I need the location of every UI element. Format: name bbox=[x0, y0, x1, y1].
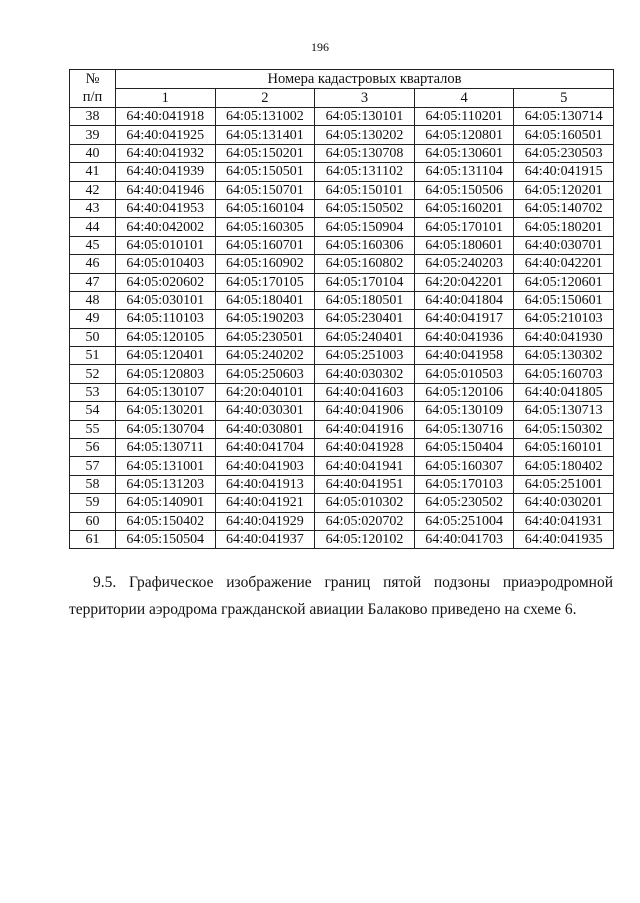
cadastral-number-cell: 64:05:251001 bbox=[514, 475, 614, 493]
cadastral-number-cell: 64:40:041906 bbox=[315, 402, 415, 420]
row-number: 48 bbox=[70, 291, 116, 309]
cadastral-number-cell: 64:40:041805 bbox=[514, 383, 614, 401]
cadastral-number-cell: 64:05:180402 bbox=[514, 457, 614, 475]
table-row bbox=[70, 457, 614, 475]
row-number: 40 bbox=[70, 144, 116, 162]
row-number: 52 bbox=[70, 365, 116, 383]
cadastral-number-cell: 64:05:170103 bbox=[414, 475, 514, 493]
cadastral-number-cell: 64:05:020602 bbox=[116, 273, 216, 291]
cadastral-number-cell: 64:40:041958 bbox=[414, 347, 514, 365]
column-header: 2 bbox=[215, 89, 315, 108]
cadastral-number-cell: 64:05:110103 bbox=[116, 310, 216, 328]
cadastral-number-cell: 64:40:030201 bbox=[514, 494, 614, 512]
cadastral-number-cell: 64:40:041928 bbox=[315, 439, 415, 457]
cadastral-number-cell: 64:05:130107 bbox=[116, 383, 216, 401]
table-row bbox=[70, 310, 614, 328]
table-row bbox=[70, 108, 614, 126]
row-number-header-top: № bbox=[70, 70, 116, 89]
cadastral-number-cell: 64:05:010503 bbox=[414, 365, 514, 383]
cadastral-number-cell: 64:40:030302 bbox=[315, 365, 415, 383]
cadastral-number-cell: 64:05:020702 bbox=[315, 512, 415, 530]
group-header: Номера кадастровых кварталов bbox=[116, 70, 614, 89]
row-number: 44 bbox=[70, 218, 116, 236]
cadastral-number-cell: 64:05:230501 bbox=[215, 328, 315, 346]
cadastral-number-cell: 64:05:010101 bbox=[116, 236, 216, 254]
cadastral-number-cell: 64:05:120401 bbox=[116, 347, 216, 365]
cadastral-number-cell: 64:05:131102 bbox=[315, 163, 415, 181]
cadastral-number-cell: 64:40:041703 bbox=[414, 530, 514, 548]
cadastral-number-cell: 64:05:251004 bbox=[414, 512, 514, 530]
page-number: 196 bbox=[311, 40, 329, 54]
cadastral-number-cell: 64:40:030301 bbox=[215, 402, 315, 420]
table-row bbox=[70, 383, 614, 401]
table-row bbox=[70, 199, 614, 217]
cadastral-number-cell: 64:05:180601 bbox=[414, 236, 514, 254]
cadastral-number-cell: 64:40:041937 bbox=[215, 530, 315, 548]
cadastral-number-cell: 64:05:150904 bbox=[315, 218, 415, 236]
cadastral-number-cell: 64:05:160201 bbox=[414, 199, 514, 217]
cadastral-number-cell: 64:20:042201 bbox=[414, 273, 514, 291]
cadastral-number-cell: 64:40:041951 bbox=[315, 475, 415, 493]
cadastral-number-cell: 64:05:160306 bbox=[315, 236, 415, 254]
cadastral-number-cell: 64:05:160703 bbox=[514, 365, 614, 383]
cadastral-number-cell: 64:40:041941 bbox=[315, 457, 415, 475]
cadastral-number-cell: 64:05:130109 bbox=[414, 402, 514, 420]
cadastral-number-cell: 64:40:041935 bbox=[514, 530, 614, 548]
table-row bbox=[70, 218, 614, 236]
cadastral-number-cell: 64:05:240401 bbox=[315, 328, 415, 346]
cadastral-number-cell: 64:05:240203 bbox=[414, 255, 514, 273]
cadastral-number-cell: 64:05:130601 bbox=[414, 144, 514, 162]
cadastral-number-cell: 64:40:041918 bbox=[116, 108, 216, 126]
row-number: 43 bbox=[70, 199, 116, 217]
table-row bbox=[70, 530, 614, 548]
row-number: 49 bbox=[70, 310, 116, 328]
table-row bbox=[70, 402, 614, 420]
cadastral-number-cell: 64:05:131001 bbox=[116, 457, 216, 475]
row-number: 46 bbox=[70, 255, 116, 273]
section-paragraph-line-2: территории аэродрома гражданской авиации Балаково приведено на схеме 6. bbox=[69, 601, 577, 618]
cadastral-number-cell: 64:05:170104 bbox=[315, 273, 415, 291]
row-number: 54 bbox=[70, 402, 116, 420]
cadastral-number-cell: 64:05:150502 bbox=[315, 199, 415, 217]
cadastral-number-cell: 64:05:130704 bbox=[116, 420, 216, 438]
table-row bbox=[70, 475, 614, 493]
table-row bbox=[70, 420, 614, 438]
table-row bbox=[70, 494, 614, 512]
row-number: 38 bbox=[70, 108, 116, 126]
row-number: 58 bbox=[70, 475, 116, 493]
cadastral-number-cell: 64:05:150504 bbox=[116, 530, 216, 548]
cadastral-number-cell: 64:05:160902 bbox=[215, 255, 315, 273]
row-number: 57 bbox=[70, 457, 116, 475]
cadastral-number-cell: 64:40:041804 bbox=[414, 291, 514, 309]
cadastral-number-cell: 64:05:251003 bbox=[315, 347, 415, 365]
cadastral-number-cell: 64:05:131203 bbox=[116, 475, 216, 493]
row-number: 60 bbox=[70, 512, 116, 530]
cadastral-number-cell: 64:05:120102 bbox=[315, 530, 415, 548]
cadastral-number-cell: 64:05:130101 bbox=[315, 108, 415, 126]
table-header bbox=[70, 70, 614, 108]
cadastral-number-cell: 64:05:150601 bbox=[514, 291, 614, 309]
cadastral-number-cell: 64:05:150201 bbox=[215, 144, 315, 162]
row-number-header-bottom: п/п bbox=[70, 89, 116, 108]
cadastral-number-cell: 64:40:041931 bbox=[514, 512, 614, 530]
cadastral-number-cell: 64:40:041946 bbox=[116, 181, 216, 199]
cadastral-number-cell: 64:05:250603 bbox=[215, 365, 315, 383]
table-row bbox=[70, 328, 614, 346]
cadastral-number-cell: 64:05:140901 bbox=[116, 494, 216, 512]
row-number: 53 bbox=[70, 383, 116, 401]
cadastral-number-cell: 64:05:160104 bbox=[215, 199, 315, 217]
cadastral-number-cell: 64:05:131002 bbox=[215, 108, 315, 126]
table-row bbox=[70, 273, 614, 291]
cadastral-number-cell: 64:05:180401 bbox=[215, 291, 315, 309]
cadastral-number-cell: 64:05:030101 bbox=[116, 291, 216, 309]
cadastral-number-cell: 64:05:130714 bbox=[514, 108, 614, 126]
cadastral-number-cell: 64:05:120105 bbox=[116, 328, 216, 346]
cadastral-number-cell: 64:40:041953 bbox=[116, 199, 216, 217]
cadastral-number-cell: 64:05:160701 bbox=[215, 236, 315, 254]
cadastral-number-cell: 64:40:041916 bbox=[315, 420, 415, 438]
cadastral-number-cell: 64:40:041917 bbox=[414, 310, 514, 328]
cadastral-number-cell: 64:40:041903 bbox=[215, 457, 315, 475]
cadastral-number-cell: 64:05:120801 bbox=[414, 126, 514, 144]
column-header: 5 bbox=[514, 89, 614, 108]
cadastral-number-cell: 64:05:150506 bbox=[414, 181, 514, 199]
row-number: 50 bbox=[70, 328, 116, 346]
row-number: 55 bbox=[70, 420, 116, 438]
cadastral-number-cell: 64:05:130302 bbox=[514, 347, 614, 365]
cadastral-number-cell: 64:05:110201 bbox=[414, 108, 514, 126]
column-header: 4 bbox=[414, 89, 514, 108]
cadastral-number-cell: 64:40:041929 bbox=[215, 512, 315, 530]
cadastral-number-cell: 64:05:160101 bbox=[514, 439, 614, 457]
cadastral-number-cell: 64:05:120803 bbox=[116, 365, 216, 383]
cadastral-number-cell: 64:05:130202 bbox=[315, 126, 415, 144]
table-row bbox=[70, 236, 614, 254]
cadastral-number-cell: 64:05:130201 bbox=[116, 402, 216, 420]
cadastral-number-cell: 64:05:210103 bbox=[514, 310, 614, 328]
cadastral-number-cell: 64:05:240202 bbox=[215, 347, 315, 365]
row-number: 56 bbox=[70, 439, 116, 457]
table-row bbox=[70, 181, 614, 199]
column-header: 3 bbox=[315, 89, 415, 108]
table-row bbox=[70, 439, 614, 457]
table-row bbox=[70, 512, 614, 530]
row-number: 51 bbox=[70, 347, 116, 365]
cadastral-number-cell: 64:40:030801 bbox=[215, 420, 315, 438]
table-row bbox=[70, 291, 614, 309]
cadastral-number-cell: 64:05:150101 bbox=[315, 181, 415, 199]
cadastral-number-cell: 64:40:041930 bbox=[514, 328, 614, 346]
cadastral-number-cell: 64:05:120601 bbox=[514, 273, 614, 291]
row-number: 39 bbox=[70, 126, 116, 144]
table-row bbox=[70, 144, 614, 162]
cadastral-number-cell: 64:05:150404 bbox=[414, 439, 514, 457]
cadastral-number-cell: 64:05:160305 bbox=[215, 218, 315, 236]
table-body bbox=[70, 108, 614, 549]
cadastral-quarters-table bbox=[69, 69, 614, 549]
cadastral-number-cell: 64:05:131104 bbox=[414, 163, 514, 181]
cadastral-number-cell: 64:05:120201 bbox=[514, 181, 614, 199]
cadastral-number-cell: 64:05:190203 bbox=[215, 310, 315, 328]
cadastral-number-cell: 64:40:030701 bbox=[514, 236, 614, 254]
cadastral-number-cell: 64:40:041936 bbox=[414, 328, 514, 346]
cadastral-number-cell: 64:05:130711 bbox=[116, 439, 216, 457]
cadastral-number-cell: 64:05:160802 bbox=[315, 255, 415, 273]
cadastral-number-cell: 64:05:170101 bbox=[414, 218, 514, 236]
cadastral-number-cell: 64:40:041925 bbox=[116, 126, 216, 144]
cadastral-number-cell: 64:05:131401 bbox=[215, 126, 315, 144]
cadastral-number-cell: 64:05:180501 bbox=[315, 291, 415, 309]
cadastral-number-cell: 64:40:041939 bbox=[116, 163, 216, 181]
cadastral-number-cell: 64:05:230401 bbox=[315, 310, 415, 328]
section-paragraph-line-1: 9.5. Графическое изображение границ пятой подзоны приаэродромной bbox=[93, 574, 613, 591]
row-number: 42 bbox=[70, 181, 116, 199]
cadastral-number-cell: 64:40:041921 bbox=[215, 494, 315, 512]
cadastral-number-cell: 64:05:130716 bbox=[414, 420, 514, 438]
cadastral-number-cell: 64:05:170105 bbox=[215, 273, 315, 291]
cadastral-number-cell: 64:05:160307 bbox=[414, 457, 514, 475]
cadastral-number-cell: 64:05:010403 bbox=[116, 255, 216, 273]
cadastral-number-cell: 64:05:120106 bbox=[414, 383, 514, 401]
row-number: 45 bbox=[70, 236, 116, 254]
table-row bbox=[70, 126, 614, 144]
cadastral-number-cell: 64:20:040101 bbox=[215, 383, 315, 401]
cadastral-number-cell: 64:40:041913 bbox=[215, 475, 315, 493]
table-row bbox=[70, 347, 614, 365]
cadastral-number-cell: 64:05:010302 bbox=[315, 494, 415, 512]
cadastral-number-cell: 64:05:180201 bbox=[514, 218, 614, 236]
cadastral-number-cell: 64:05:230503 bbox=[514, 144, 614, 162]
row-number: 41 bbox=[70, 163, 116, 181]
table-row bbox=[70, 255, 614, 273]
cadastral-number-cell: 64:05:140702 bbox=[514, 199, 614, 217]
cadastral-number-cell: 64:40:042201 bbox=[514, 255, 614, 273]
row-number: 47 bbox=[70, 273, 116, 291]
cadastral-number-cell: 64:05:160501 bbox=[514, 126, 614, 144]
cadastral-number-cell: 64:40:042002 bbox=[116, 218, 216, 236]
cadastral-number-cell: 64:05:150302 bbox=[514, 420, 614, 438]
cadastral-number-cell: 64:05:150402 bbox=[116, 512, 216, 530]
row-number: 61 bbox=[70, 530, 116, 548]
table-row bbox=[70, 163, 614, 181]
cadastral-number-cell: 64:40:041603 bbox=[315, 383, 415, 401]
table-row bbox=[70, 365, 614, 383]
cadastral-number-cell: 64:05:150501 bbox=[215, 163, 315, 181]
cadastral-number-cell: 64:40:041915 bbox=[514, 163, 614, 181]
cadastral-number-cell: 64:05:130708 bbox=[315, 144, 415, 162]
cadastral-number-cell: 64:40:041932 bbox=[116, 144, 216, 162]
cadastral-number-cell: 64:05:130713 bbox=[514, 402, 614, 420]
cadastral-number-cell: 64:05:230502 bbox=[414, 494, 514, 512]
column-header: 1 bbox=[116, 89, 216, 108]
cadastral-number-cell: 64:40:041704 bbox=[215, 439, 315, 457]
row-number: 59 bbox=[70, 494, 116, 512]
cadastral-number-cell: 64:05:150701 bbox=[215, 181, 315, 199]
